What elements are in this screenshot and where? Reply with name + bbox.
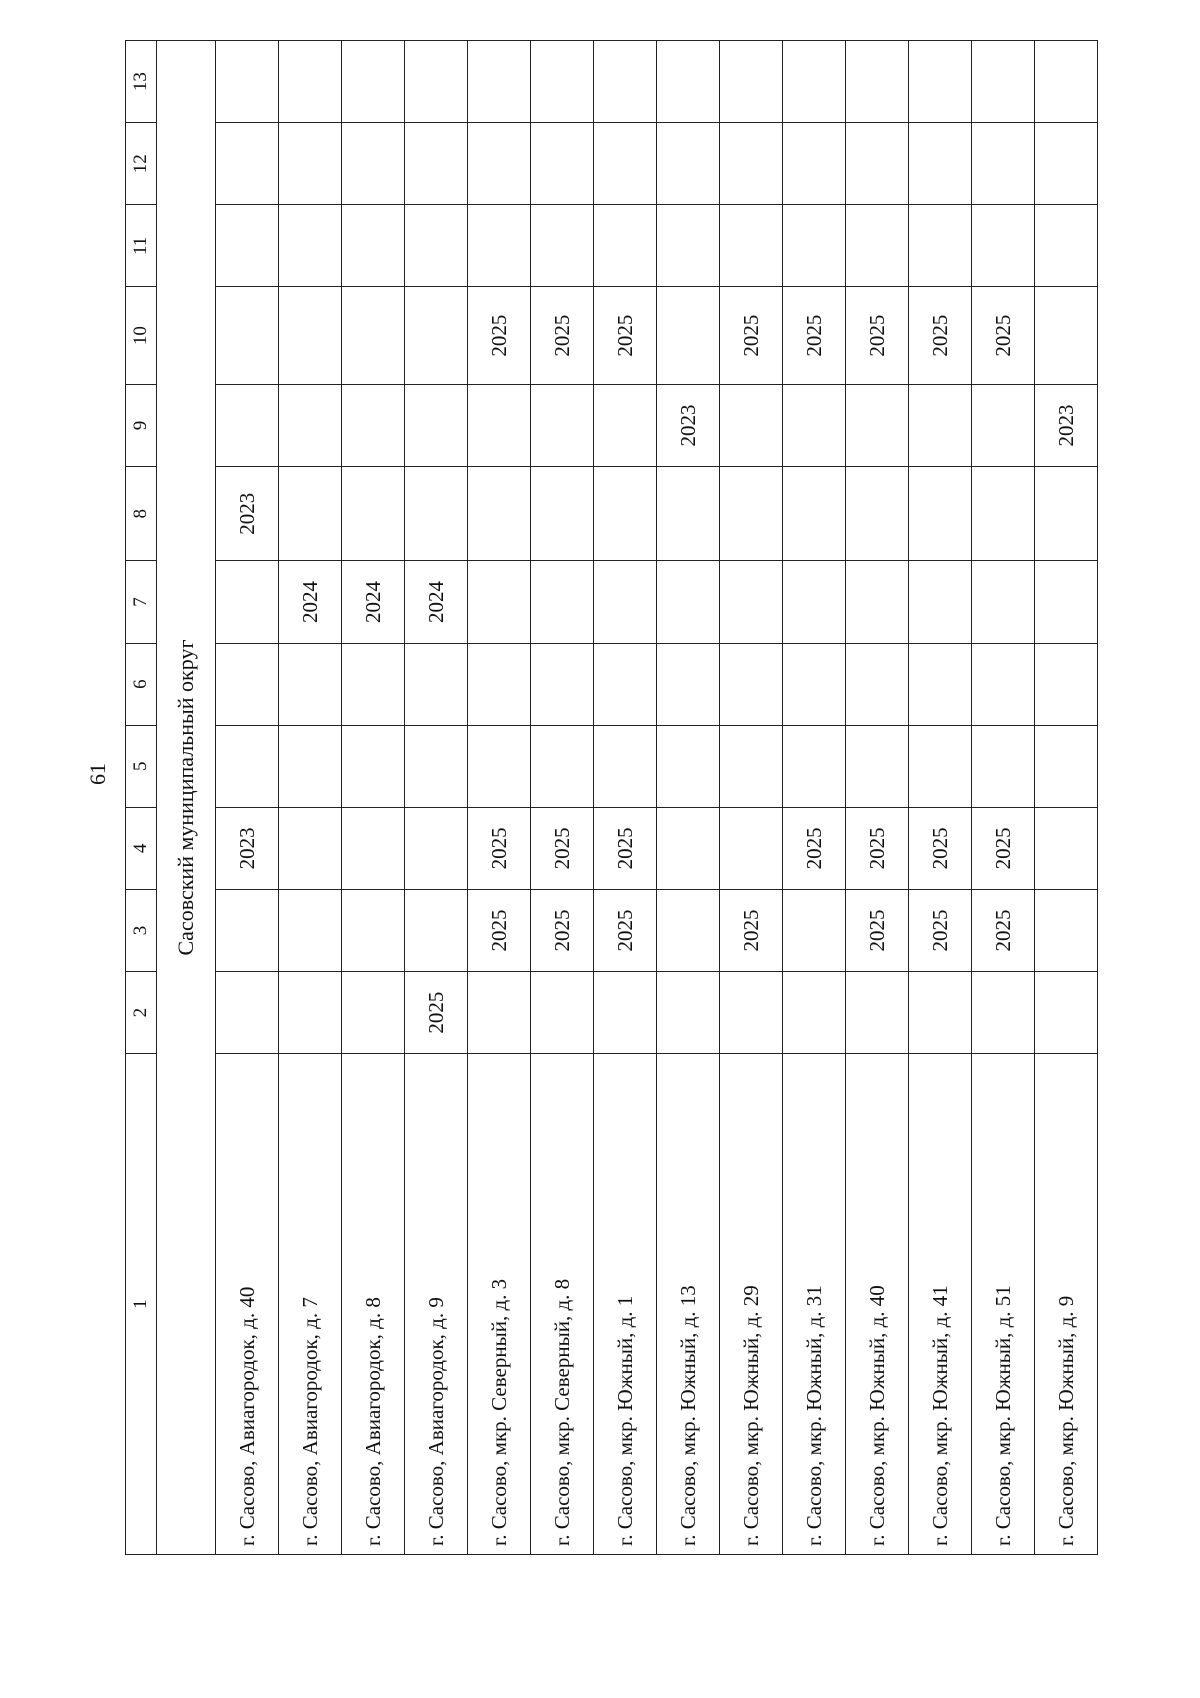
table-row [468,41,531,1555]
year-cell [216,643,279,725]
year-cell [909,467,972,561]
year-cell: 2025 [972,889,1035,971]
year-cell [468,972,531,1054]
year-cell [846,725,909,807]
year-cell [405,41,468,123]
table-body [126,41,1098,1555]
year-cell [720,972,783,1054]
year-cell [405,643,468,725]
year-cell: 2025 [468,889,531,971]
table-row [657,41,720,1555]
year-cell [468,467,531,561]
year-cell: 2025 [531,889,594,971]
year-cell: 2023 [216,807,279,889]
year-cell [846,384,909,466]
year-cell: 2025 [846,807,909,889]
schedule-table [125,40,1098,1555]
address-cell: г. Сасово, мкр. Северный, д. 3 [468,1054,531,1555]
table-row [1035,41,1098,1555]
year-cell [342,889,405,971]
year-cell [657,972,720,1054]
year-cell [783,643,846,725]
column-number: 13 [126,41,157,123]
table-row [720,41,783,1555]
year-cell: 2025 [594,889,657,971]
address-cell: г. Сасово, мкр. Северный, д. 8 [531,1054,594,1555]
year-cell [342,123,405,205]
year-cell [846,467,909,561]
address-cell: г. Сасово, Авиагородок, д. 40 [216,1054,279,1555]
year-cell [594,41,657,123]
year-cell [405,205,468,287]
column-number: 11 [126,205,157,287]
address-cell: г. Сасово, мкр. Южный, д. 31 [783,1054,846,1555]
year-cell: 2025 [783,287,846,385]
address-cell: г. Сасово, мкр. Южный, д. 13 [657,1054,720,1555]
year-cell [279,205,342,287]
year-cell: 2025 [405,972,468,1054]
year-cell [279,643,342,725]
year-cell [720,205,783,287]
page-number: 61 [85,763,110,785]
year-cell [909,205,972,287]
year-cell [342,384,405,466]
year-cell: 2023 [216,467,279,561]
year-cell [909,123,972,205]
year-cell [909,561,972,643]
year-cell: 2023 [657,384,720,466]
year-cell [657,205,720,287]
year-cell [216,384,279,466]
year-cell: 2024 [405,561,468,643]
year-cell [342,287,405,385]
year-cell [1035,41,1098,123]
year-cell [972,561,1035,643]
address-cell: г. Сасово, Авиагородок, д. 8 [342,1054,405,1555]
section-title: Сасовский муниципальный округ [157,41,216,1555]
year-cell [972,467,1035,561]
year-cell [972,725,1035,807]
year-cell [279,889,342,971]
year-cell [405,123,468,205]
year-cell [279,41,342,123]
address-cell: г. Сасово, Авиагородок, д. 7 [279,1054,342,1555]
year-cell [594,643,657,725]
table-row [216,41,279,1555]
year-cell [720,41,783,123]
year-cell [342,205,405,287]
year-cell [468,561,531,643]
year-cell [531,41,594,123]
year-cell [909,384,972,466]
rotated-table-wrapper [125,40,1083,1555]
year-cell [594,384,657,466]
year-cell [1035,972,1098,1054]
column-number: 6 [126,643,157,725]
year-cell [531,205,594,287]
year-cell: 2025 [846,889,909,971]
year-cell [909,643,972,725]
year-cell [720,467,783,561]
year-cell: 2025 [846,287,909,385]
year-cell [972,205,1035,287]
year-cell [657,807,720,889]
column-number: 9 [126,384,157,466]
year-cell [216,725,279,807]
year-cell [657,123,720,205]
year-cell [594,725,657,807]
year-cell [216,561,279,643]
year-cell [783,889,846,971]
year-cell: 2025 [783,807,846,889]
year-cell [1035,889,1098,971]
year-cell [468,41,531,123]
year-cell [342,467,405,561]
address-cell: г. Сасово, мкр. Южный, д. 1 [594,1054,657,1555]
year-cell [972,384,1035,466]
year-cell [405,467,468,561]
year-cell [846,123,909,205]
year-cell [720,384,783,466]
year-cell [1035,561,1098,643]
year-cell [846,972,909,1054]
year-cell [279,384,342,466]
year-cell [657,41,720,123]
year-cell [783,972,846,1054]
year-cell [972,972,1035,1054]
year-cell [657,643,720,725]
table-row [342,41,405,1555]
column-number: 7 [126,561,157,643]
year-cell [279,123,342,205]
year-cell [468,205,531,287]
column-number: 5 [126,725,157,807]
year-cell [279,972,342,1054]
year-cell: 2025 [468,287,531,385]
year-cell [216,287,279,385]
year-cell [657,467,720,561]
year-cell [972,643,1035,725]
year-cell [909,725,972,807]
year-cell [342,807,405,889]
year-cell: 2025 [531,287,594,385]
year-cell [720,123,783,205]
year-cell [342,725,405,807]
address-cell: г. Сасово, мкр. Южный, д. 41 [909,1054,972,1555]
table-row [783,41,846,1555]
year-cell: 2024 [279,561,342,643]
section-row [157,41,216,1555]
year-cell [279,725,342,807]
year-cell [279,807,342,889]
year-cell [972,123,1035,205]
year-cell [405,889,468,971]
year-cell [720,807,783,889]
year-cell [909,972,972,1054]
year-cell [216,889,279,971]
year-cell [468,643,531,725]
year-cell [216,205,279,287]
year-cell [216,41,279,123]
year-cell [468,725,531,807]
year-cell [531,972,594,1054]
year-cell: 2025 [909,807,972,889]
address-cell: г. Сасово, Авиагородок, д. 9 [405,1054,468,1555]
column-number: 4 [126,807,157,889]
year-cell [846,41,909,123]
year-cell [342,643,405,725]
year-cell [216,972,279,1054]
column-number-row [126,41,157,1555]
year-cell [783,41,846,123]
year-cell [846,643,909,725]
column-number: 1 [126,1054,157,1555]
year-cell: 2024 [342,561,405,643]
column-number: 8 [126,467,157,561]
year-cell [846,205,909,287]
year-cell [783,205,846,287]
year-cell: 2025 [972,807,1035,889]
column-number: 2 [126,972,157,1054]
year-cell [1035,725,1098,807]
column-number: 10 [126,287,157,385]
year-cell [531,123,594,205]
year-cell [405,287,468,385]
year-cell [531,467,594,561]
table-row [909,41,972,1555]
year-cell: 2025 [720,287,783,385]
year-cell [1035,467,1098,561]
year-cell [1035,205,1098,287]
table-row [405,41,468,1555]
year-cell [783,561,846,643]
year-cell [531,643,594,725]
year-cell [594,467,657,561]
year-cell [594,205,657,287]
year-cell [594,123,657,205]
year-cell [909,41,972,123]
year-cell: 2025 [594,807,657,889]
column-number: 12 [126,123,157,205]
year-cell [657,725,720,807]
year-cell: 2025 [972,287,1035,385]
year-cell [720,643,783,725]
year-cell [1035,123,1098,205]
table-row [594,41,657,1555]
address-cell: г. Сасово, мкр. Южный, д. 29 [720,1054,783,1555]
year-cell [468,384,531,466]
table-row [972,41,1035,1555]
year-cell [783,725,846,807]
table-row [279,41,342,1555]
year-cell [342,41,405,123]
year-cell [783,467,846,561]
year-cell [405,725,468,807]
year-cell: 2025 [594,287,657,385]
year-cell: 2025 [720,889,783,971]
year-cell [468,123,531,205]
year-cell [531,384,594,466]
year-cell: 2025 [909,889,972,971]
column-number: 3 [126,889,157,971]
year-cell [279,287,342,385]
year-cell [531,561,594,643]
year-cell [342,972,405,1054]
year-cell: 2025 [909,287,972,385]
year-cell [657,287,720,385]
year-cell [1035,807,1098,889]
year-cell [1035,287,1098,385]
year-cell [594,561,657,643]
year-cell [405,807,468,889]
year-cell [783,123,846,205]
year-cell: 2023 [1035,384,1098,466]
address-cell: г. Сасово, мкр. Южный, д. 9 [1035,1054,1098,1555]
year-cell: 2025 [468,807,531,889]
year-cell [594,972,657,1054]
year-cell [405,384,468,466]
year-cell: 2025 [531,807,594,889]
year-cell [972,41,1035,123]
year-cell [846,561,909,643]
address-cell: г. Сасово, мкр. Южный, д. 40 [846,1054,909,1555]
year-cell [657,889,720,971]
year-cell [720,561,783,643]
address-cell: г. Сасово, мкр. Южный, д. 51 [972,1054,1035,1555]
year-cell [1035,643,1098,725]
year-cell [531,725,594,807]
year-cell [657,561,720,643]
table-row [846,41,909,1555]
year-cell [279,467,342,561]
year-cell [216,123,279,205]
table-row [531,41,594,1555]
year-cell [720,725,783,807]
year-cell [783,384,846,466]
